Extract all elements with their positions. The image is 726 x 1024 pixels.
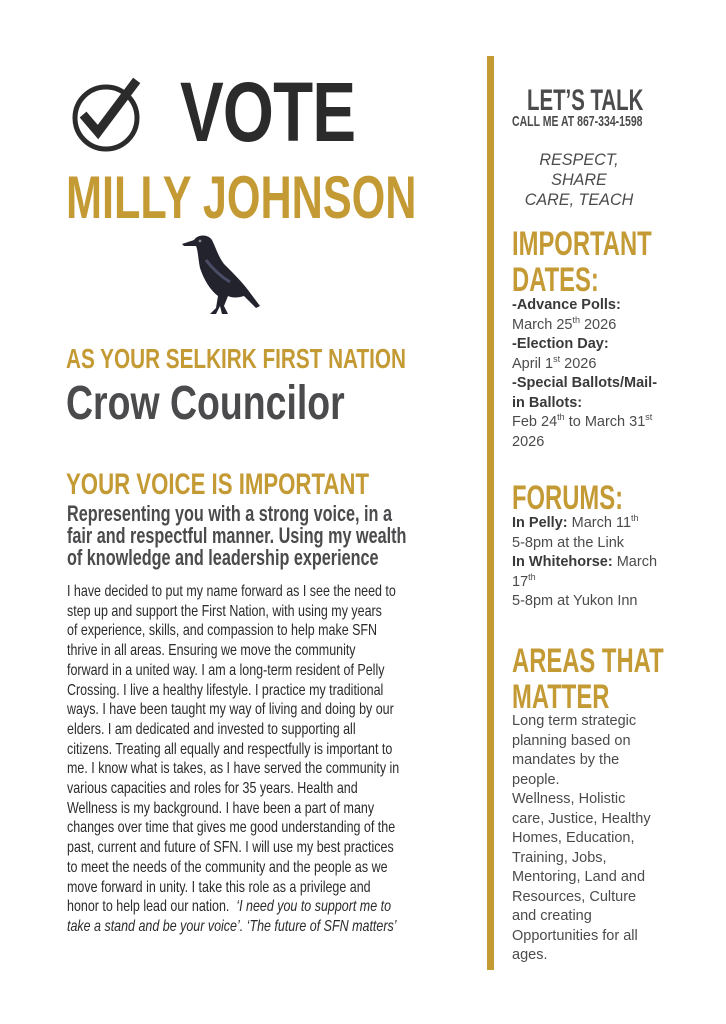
forum-whitehorse [512,553,682,573]
body-line [67,897,457,917]
forum-day [512,573,682,593]
body-line: move forward in unity. I take this role as a privilege and [67,878,371,896]
body-line: ways. I have been taught my way of living and doing by our [67,701,394,719]
date-text: to March 31 [564,414,646,430]
quote-line: take a stand and be your voice’. ‘The future of SFN matters’ [67,917,397,935]
special-ballots-label: -Special Ballots/Mail- [512,375,658,391]
body-line: changes over time that gives me good understanding of the [67,819,396,837]
date-text: April 1 [512,355,554,372]
election-day-label: -Election Day: [512,336,609,352]
motto [513,150,646,210]
election-day-date [512,355,682,375]
forum-location: In Pelly: [512,515,568,531]
motto-line: CARE, TEACH [524,190,634,209]
ordinal: st [553,353,561,364]
ordinal: th [528,571,536,582]
phone-line: CALL ME AT 867-334-1598 [512,113,643,130]
areas-line: and creating [512,908,592,924]
year-text: 2026 [560,355,597,372]
forum-pelly [512,514,682,534]
date-text: Feb 24 [512,414,558,430]
forum-time: 5-8pm at Yukon Inn [512,593,638,609]
dates-heading [512,226,652,298]
areas-list [512,712,652,966]
candidate-name: MILLY JOHNSON [66,164,417,231]
year-text: 2026 [579,316,617,333]
ordinal: st [645,412,653,423]
areas-line: ages. [512,947,548,963]
forum-time: 5-8pm at the Link [512,534,625,551]
forum-date: March 11 [567,515,632,531]
body-line: past, current and future of SFN. I will use my best practices [67,839,394,857]
dates-list [512,296,682,452]
forums-heading: FORUMS: [512,479,624,517]
body-line: step up and support the First Nation, with using my years [67,602,382,620]
subheading-line: Representing you with a strong voice, in a [67,501,392,526]
body-line: to meet the needs of the community and the people as we [67,858,388,876]
heading-line: MATTER [512,678,610,716]
areas-line: planning based on [512,732,631,749]
advance-polls-label: -Advance Polls: [512,297,621,313]
body-line: forward in a united way. I am a long-term resident of Pelly [67,661,385,679]
body-line: thrive in all areas. Ensuring we move the community [67,642,356,660]
advance-polls-date [512,316,682,336]
subheading-line: fair and respectful manner. Using my wealth [67,523,407,548]
check-circle-icon [68,78,144,154]
heading-line: AREAS THAT [512,642,664,680]
ordinal: th [631,513,639,524]
gold-divider [487,56,494,970]
lets-talk-title: LET’S TALK [527,84,644,117]
body-line: Wellness is my background. I have been a part of many [67,799,375,817]
voice-subheading [67,503,441,569]
body-line: elders. I am dedicated and invested to supporting all [67,720,356,738]
forum-location: In Whitehorse: [512,554,613,570]
body-line: I have decided to put my name forward as I see the need to [67,583,396,600]
body-text: honor to help lead our nation. [67,898,237,916]
body-line: citizens. Treating all equally and respectfully is important to [67,740,393,758]
ordinal: th [557,412,565,423]
special-ballots-label: in Ballots: [512,394,583,411]
areas-line: Resources, Culture [512,888,637,905]
body-line: me. I know what is takes, as I have served the community in [67,760,400,778]
forum-date: March [612,554,658,570]
crow-icon [176,230,262,322]
forums-list [512,514,682,612]
areas-line: mandates by the [512,752,620,768]
voice-heading: YOUR VOICE IS IMPORTANT [66,468,370,501]
role-title: Crow Councilor [66,377,345,430]
areas-line: care, Justice, Healthy [512,810,651,827]
motto-line: RESPECT, SHARE [539,150,619,189]
heading-line: IMPORTANT [512,225,652,263]
areas-line: Long term strategic [512,713,637,729]
areas-line: Wellness, Holistic [512,791,626,807]
subtitle: AS YOUR SELKIRK FIRST NATION [66,343,406,374]
areas-line: Homes, Education, [512,830,635,846]
special-ballots-dates [512,413,682,433]
body-line: various capacities and roles for 35 years. Health and [67,780,358,798]
heading-line: DATES: [512,261,599,299]
body-paragraph [67,582,457,937]
areas-line: people. [512,771,560,788]
areas-heading [512,643,664,715]
areas-line: Training, Jobs, [512,849,607,866]
day-text: 17 [512,573,529,590]
special-ballots-year: 2026 [512,433,545,450]
date-text: March 25 [512,316,573,333]
body-line: of experience, skills, and compassion to help make SFN [67,622,378,640]
quote-text: ‘I need you to support me to [236,898,392,916]
areas-line: Opportunities for all [512,927,638,944]
ordinal: th [572,314,580,325]
body-line: Crossing. I live a healthy lifestyle. I practice my traditional [67,681,384,699]
vote-title: VOTE [180,65,356,159]
areas-line: Mentoring, Land and [512,869,646,885]
subheading-line: of knowledge and leadership experience [67,545,379,570]
